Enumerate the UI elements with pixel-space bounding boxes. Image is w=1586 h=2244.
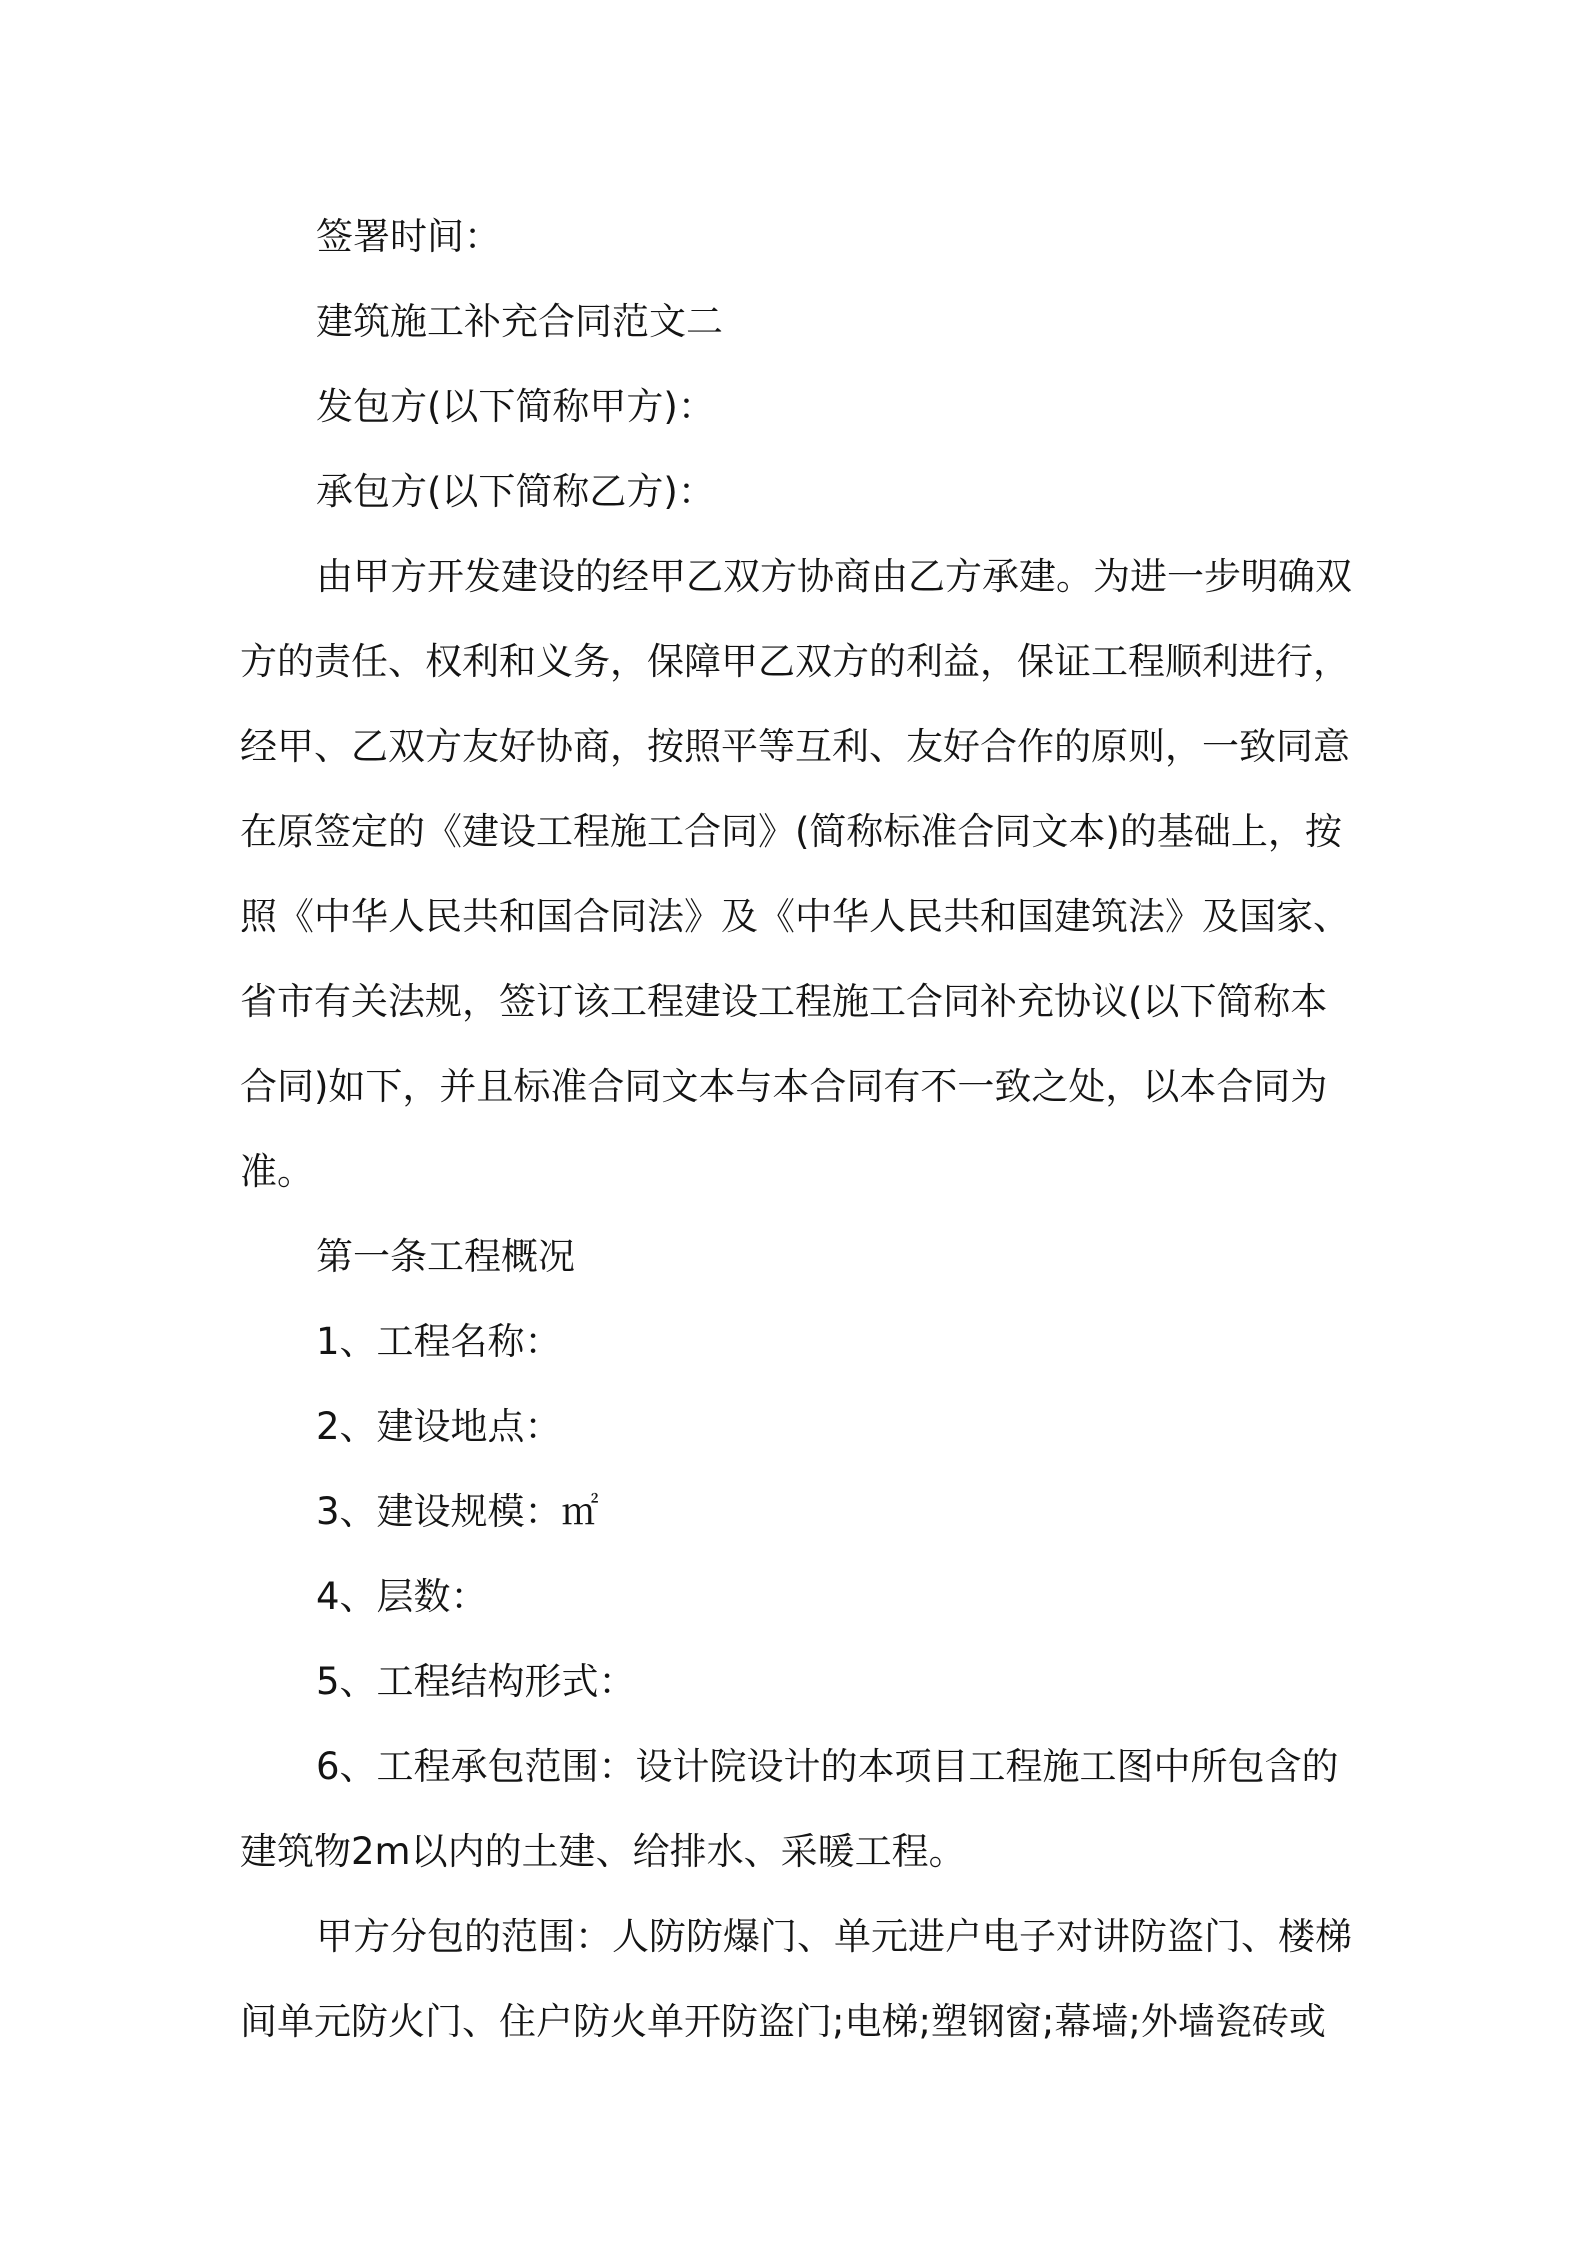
subcontract-scope-paragraph: 甲方分包的范围：人防防爆门、单元进户电子对讲防盗门、楼梯间单元防火门、住户防火单开防盗门;电梯;塑钢窗;幕墙;外墙瓷砖或: [240, 1915, 1352, 2043]
preamble-paragraph: 由甲方开发建设的经甲乙双方协商由乙方承建。为进一步明确双方的责任、权利和义务，保障甲乙双方的利益，保证工程顺利进行，经甲、乙双方友好协商，按照平等互利、友好合作的原则，一致同意在原签定的《建设工程施工合同》(简称标准合同文本)的基础上，按照《中华人民共和国合同法》及《中华人民共和国建筑法》及国家、省市有关法规，签订该工程建设工程施工合同补充协议(以下简称本合同)如下，并且标准合同文本与本合同有不一致之处，以本合同为准。: [240, 555, 1352, 1193]
construction-site-item: 2、建设地点：: [316, 1405, 562, 1448]
contract-scope-item: 6、工程承包范围：设计院设计的本项目工程施工图中所包含的建筑物2m以内的土建、给排水、采暖工程。: [240, 1745, 1339, 1873]
structure-form-item: 5、工程结构形式：: [316, 1660, 636, 1703]
floors-item: 4、层数：: [316, 1575, 488, 1618]
contract-title: 建筑施工补充合同范文二: [316, 300, 723, 343]
construction-scale-item: 3、建设规模：㎡: [316, 1490, 599, 1533]
project-name-item: 1、工程名称：: [316, 1320, 562, 1363]
party-a-line: 发包方(以下简称甲方)：: [316, 385, 715, 428]
document-body: [240, 194, 1356, 2064]
party-b-line: 承包方(以下简称乙方)：: [316, 470, 715, 513]
article-one-heading: 第一条工程概况: [316, 1235, 575, 1278]
signing-time-line: 签署时间：: [316, 215, 501, 258]
